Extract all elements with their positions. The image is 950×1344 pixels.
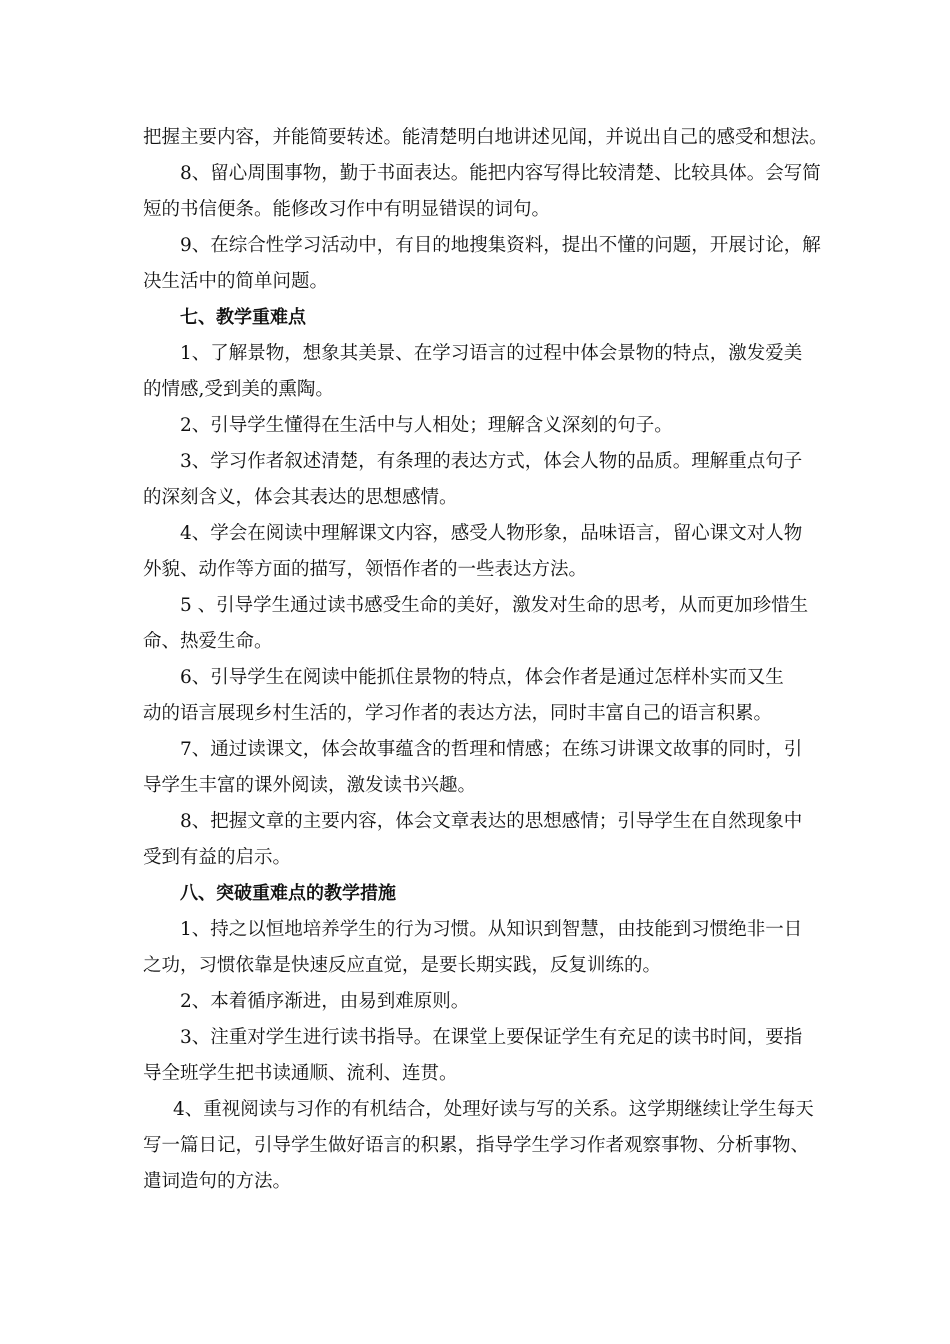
text-line: 写一篇日记，引导学生做好语言的积累，指导学生学习作者观察事物、分析事物、 (143, 1135, 810, 1156)
text-line: 1、了解景物，想象其美景、在学习语言的过程中体会景物的特点，激发爱美 (180, 343, 803, 364)
text-line: 5 、引导学生通过读书感受生命的美好，激发对生命的思考，从而更加珍惜生 (180, 595, 809, 616)
text-line: 导全班学生把书读通顺、流利、连贯。 (143, 1063, 458, 1084)
text-line: 2、引导学生懂得在生活中与人相处；理解含义深刻的句子。 (180, 415, 673, 436)
text-line: 决生活中的简单问题。 (143, 271, 329, 292)
text-line: 外貌、动作等方面的描写，领悟作者的一些表达方法。 (143, 559, 588, 580)
section-heading: 八、突破重难点的教学措施 (180, 883, 396, 904)
text-line: 3、学习作者叙述清楚，有条理的表达方式，体会人物的品质。理解重点句子 (180, 451, 803, 472)
text-line: 4、重视阅读与习作的有机结合，处理好读与写的关系。这学期继续让学生每天 (173, 1099, 814, 1120)
document-body (143, 120, 828, 1200)
text-line: 8、留心周围事物，勤于书面表达。能把内容写得比较清楚、比较具体。会写简 (180, 163, 821, 184)
text-line: 的情感,受到美的熏陶。 (143, 379, 334, 400)
text-line: 9、在综合性学习活动中，有目的地搜集资料，提出不懂的问题，开展讨论，解 (180, 235, 821, 256)
text-line: 3、注重对学生进行读书指导。在课堂上要保证学生有充足的读书时间，要指 (180, 1027, 803, 1048)
text-line: 遣词造句的方法。 (143, 1171, 292, 1192)
text-line: 8、把握文章的主要内容，体会文章表达的思想感情；引导学生在自然现象中 (180, 811, 803, 832)
text-line: 6、引导学生在阅读中能抓住景物的特点，体会作者是通过怎样朴实而又生 (180, 667, 784, 688)
text-line: 4、学会在阅读中理解课文内容，感受人物形象，品味语言，留心课文对人物 (180, 523, 803, 544)
text-line: 导学生丰富的课外阅读，激发读书兴趣。 (143, 775, 477, 796)
text-line: 的深刻含义，体会其表达的思想感情。 (143, 487, 458, 508)
text-line: 7、通过读课文，体会故事蕴含的哲理和情感；在练习讲课文故事的同时，引 (180, 739, 803, 760)
text-line: 把握主要内容，并能简要转述。能清楚明白地讲述见闻，并说出自己的感受和想法。 (143, 127, 828, 148)
text-line: 动的语言展现乡村生活的，学习作者的表达方法，同时丰富自己的语言积累。 (143, 703, 773, 724)
text-line: 命、热爱生命。 (143, 631, 273, 652)
section-heading: 七、教学重难点 (180, 307, 306, 328)
text-line: 1、持之以恒地培养学生的行为习惯。从知识到智慧，由技能到习惯绝非一日 (180, 919, 803, 940)
text-line: 短的书信便条。能修改习作中有明显错误的词句。 (143, 199, 551, 220)
text-line: 2、本着循序渐进，由易到难原则。 (180, 991, 470, 1012)
text-line: 之功，习惯依靠是快速反应直觉，是要长期实践，反复训练的。 (143, 955, 662, 976)
text-line: 受到有益的启示。 (143, 847, 292, 868)
